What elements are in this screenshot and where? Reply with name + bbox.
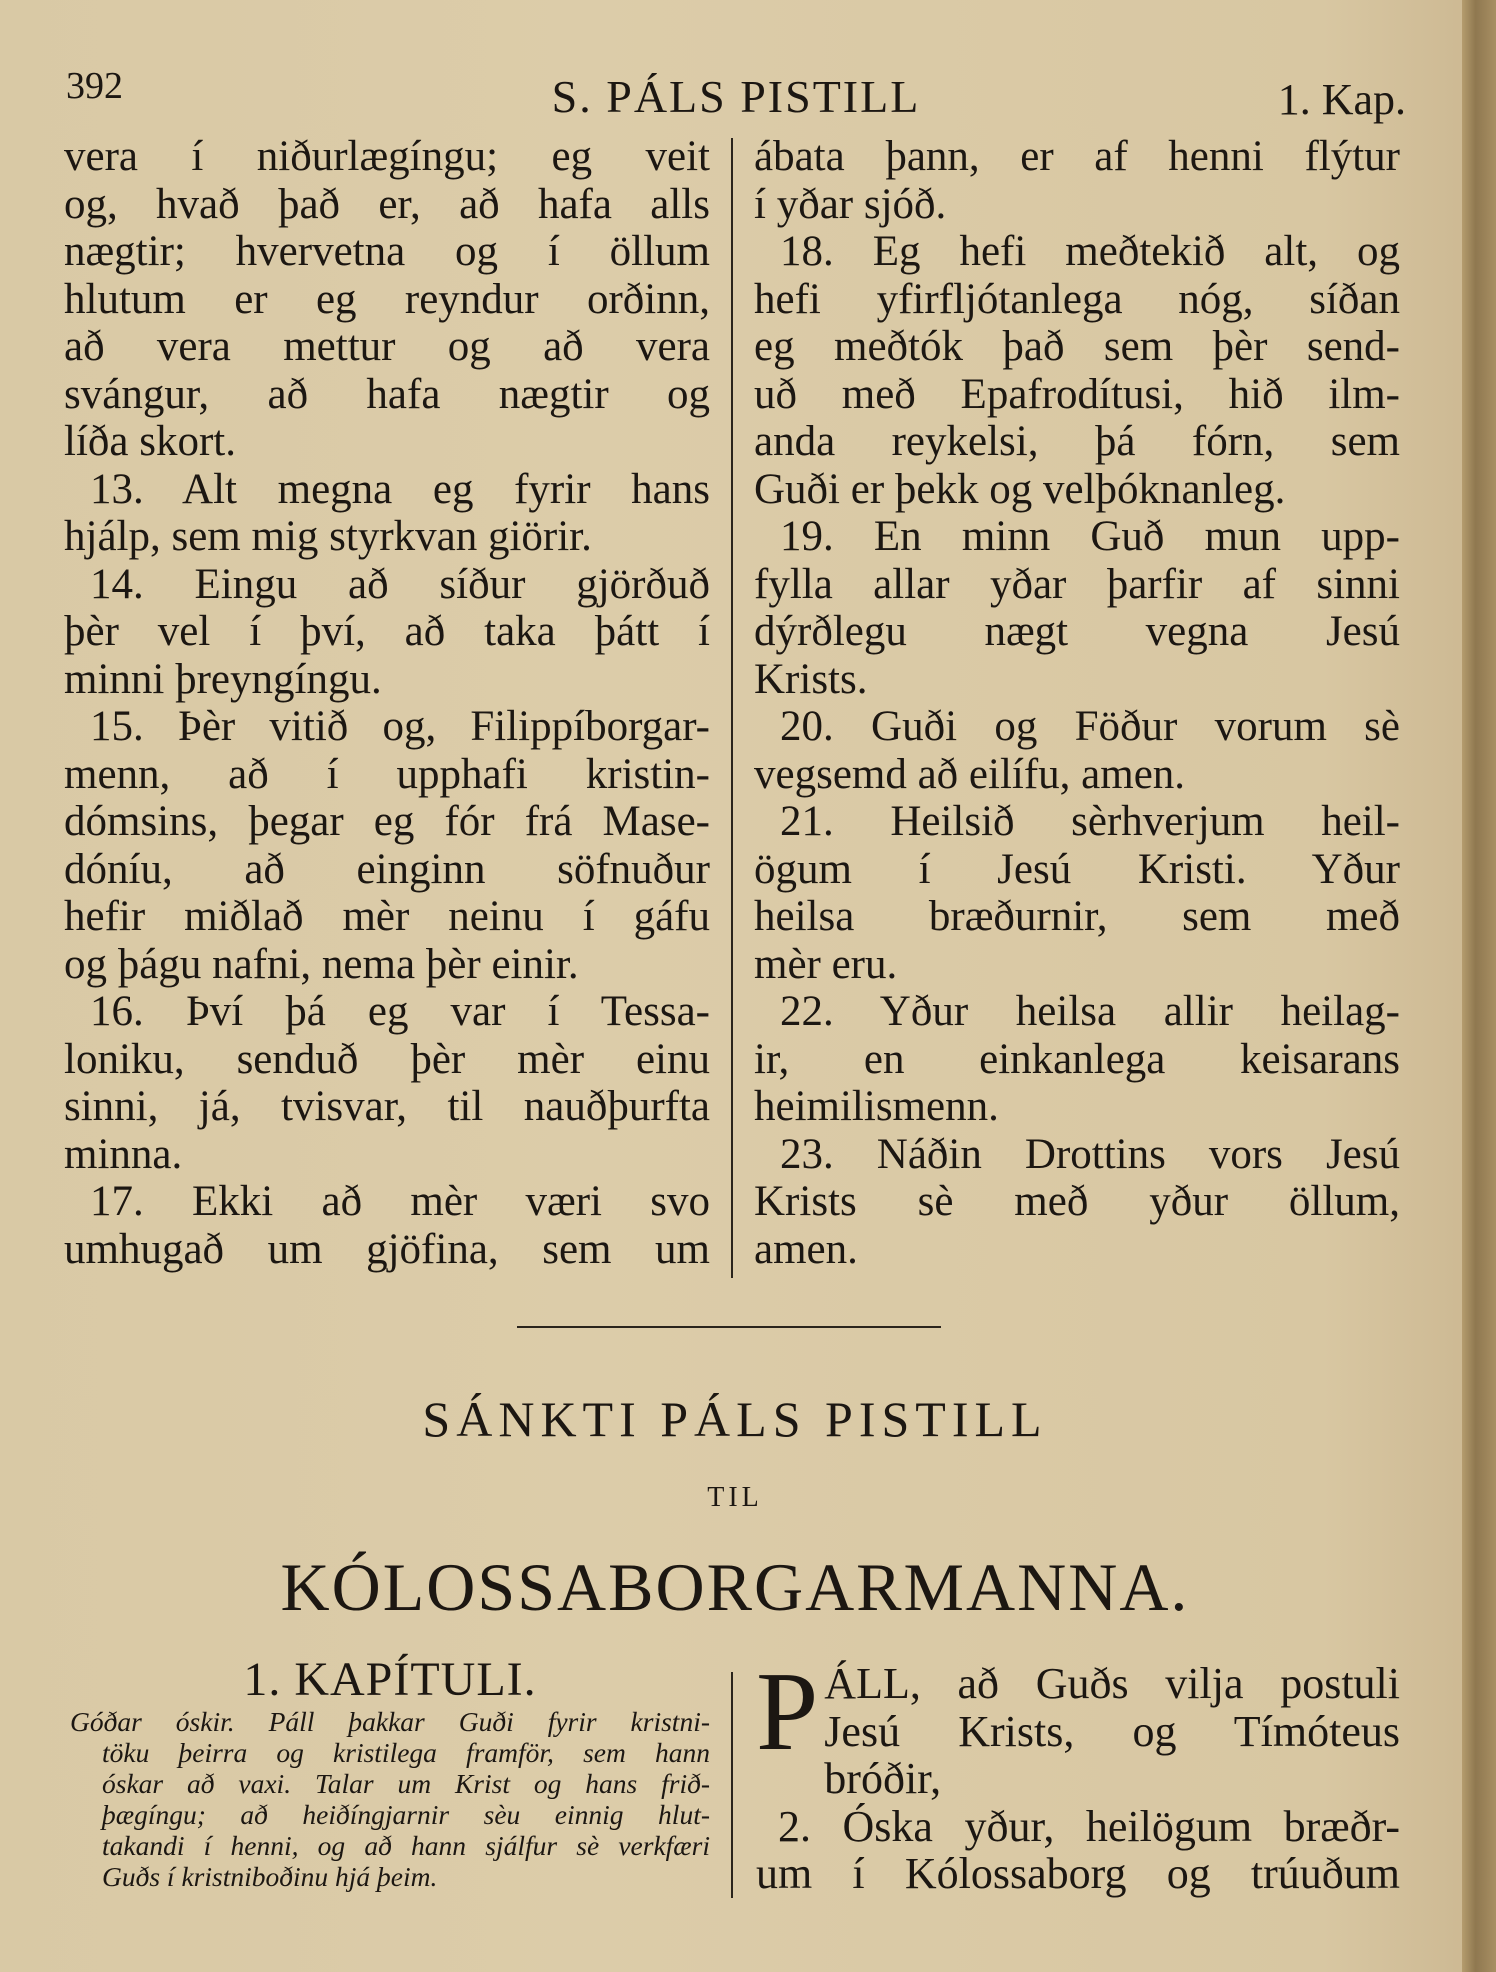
text-line: dóníu, að einginn söfnuður xyxy=(64,845,710,893)
text-line: og þágu nafni, nema þèr einir. xyxy=(64,940,579,988)
page-number: 392 xyxy=(66,65,123,107)
text-line: amen. xyxy=(754,1225,858,1273)
chapter-marker: 1. Kap. xyxy=(1277,75,1406,124)
summary-line: Guðs í kristniboðinu hjá þeim. xyxy=(102,1861,438,1892)
text-line: anda reykelsi, þá fórn, sem xyxy=(754,418,1400,465)
text-line: og, hvað það er, að hafa alls xyxy=(64,180,710,228)
text-line: nægtir; hvervetna og í öllum xyxy=(64,228,710,275)
text-line: Krists sè með yður öllum, xyxy=(754,1178,1400,1225)
text-line: menn, að í upphafi kristin- xyxy=(64,750,710,798)
running-title: S. PÁLS PISTILL xyxy=(551,71,921,122)
text-line: að vera mettur og að vera xyxy=(64,323,710,370)
section-divider xyxy=(517,1326,941,1328)
text-line: Guði er þekk og velþóknanleg. xyxy=(754,465,1286,513)
text-line: heilsa bræðurnir, sem með xyxy=(754,893,1400,940)
chapter-body xyxy=(756,1650,1400,1898)
text-line: vera í niðurlægíngu; eg veit xyxy=(64,133,710,180)
column-divider-lower xyxy=(731,1672,733,1898)
text-line: Krists. xyxy=(754,655,868,703)
text-line: eg meðtók það sem þèr send- xyxy=(754,323,1400,370)
text-line: mèr eru. xyxy=(754,940,898,988)
chapter-heading: 1. KAPÍTULI. xyxy=(243,1653,537,1706)
text-line: umhugað um gjöfina, sem um xyxy=(64,1225,710,1273)
verse-line: 22. Yður heilsa allir heilag- xyxy=(780,988,1400,1035)
epistle-title-line1: SÁNKTI PÁLS PISTILL xyxy=(422,1391,1048,1447)
text-line: ábata þann, er af henni flýtur xyxy=(754,133,1400,180)
text-line: svángur, að hafa nægtir og xyxy=(64,370,710,418)
text-line: minni þreyngíngu. xyxy=(64,655,382,703)
verse-line: 20. Guði og Föður vorum sè xyxy=(780,703,1400,750)
verse-line: 23. Náðin Drottins vors Jesú xyxy=(780,1130,1400,1178)
text-line: uð með Epafrodítusi, hið ilm- xyxy=(754,370,1400,418)
summary-line: þægíngu; að heiðíngjarnir sèu einnig hlut- xyxy=(102,1799,710,1830)
verse-line: 13. Alt megna eg fyrir hans xyxy=(90,465,710,513)
text-line: ÁLL, að Guðs vilja postuli xyxy=(824,1659,1400,1708)
text-line: bróðir, xyxy=(824,1754,942,1803)
text-line: í yðar sjóð. xyxy=(754,180,947,228)
page-header xyxy=(66,64,1406,124)
text-line: dýrðlegu nægt vegna Jesú xyxy=(754,608,1400,655)
text-line: um í Kólossaborg og trúuðum xyxy=(756,1849,1400,1898)
page-gutter-edge xyxy=(1462,0,1496,1972)
text-line: fylla allar yðar þarfir af sinni xyxy=(754,560,1400,608)
text-line: líða skort. xyxy=(64,418,236,465)
drop-cap: P xyxy=(756,1650,819,1774)
text-line: ögum í Jesú Kristi. Yður xyxy=(754,845,1400,893)
column-divider xyxy=(731,138,733,1278)
text-line: þèr vel í því, að taka þátt í xyxy=(64,608,710,655)
chapter-summary xyxy=(70,1706,710,1892)
left-text-column xyxy=(64,133,710,1273)
summary-line: óskar að vaxi. Talar um Krist og hans frið- xyxy=(102,1768,710,1799)
verse-line: 17. Ekki að mèr væri svo xyxy=(90,1178,710,1225)
summary-line: takandi í henni, og að hann sjálfur sè verkfæri xyxy=(102,1830,710,1861)
text-line: hefir miðlað mèr neinu í gáfu xyxy=(64,893,710,940)
summary-line: Góðar óskir. Páll þakkar Guði fyrir kristni- xyxy=(70,1706,710,1737)
text-line: vegsemd að eilífu, amen. xyxy=(754,750,1186,798)
verse-line: 21. Heilsið sèrhverjum heil- xyxy=(780,798,1400,845)
text-line: hefi yfirfljótanlega nóg, síðan xyxy=(754,275,1400,323)
epistle-title-line2: TIL xyxy=(707,1482,763,1513)
verse-line: 16. Því þá eg var í Tessa- xyxy=(90,988,710,1035)
verse-line: 18. Eg hefi meðtekið alt, og xyxy=(780,228,1400,275)
summary-line: töku þeirra og kristilega framför, sem hann xyxy=(102,1737,710,1768)
text-line: hlutum er eg reyndur orðinn, xyxy=(64,275,710,323)
right-text-column xyxy=(754,133,1400,1273)
text-line: dómsins, þegar eg fór frá Mase- xyxy=(64,798,710,845)
text-line: sinni, já, tvisvar, til nauðþurfta xyxy=(64,1083,710,1130)
text-line: loniku, senduð þèr mèr einu xyxy=(64,1035,710,1083)
verse-line: 2. Óska yður, heilögum bræðr- xyxy=(778,1801,1400,1851)
epistle-title-line3: KÓLOSSABORGARMANNA. xyxy=(280,1549,1190,1625)
verse-line: 19. En minn Guð mun upp- xyxy=(780,513,1400,560)
verse-line: 14. Eingu að síður gjörðuð xyxy=(90,560,710,608)
text-line: Jesú Krists, og Tímóteus xyxy=(824,1706,1400,1756)
text-line: hjálp, sem mig styrkvan giörir. xyxy=(64,513,592,560)
text-line: ir, en einkanlega keisarans xyxy=(754,1035,1400,1083)
verse-line: 15. Þèr vitið og, Filippíborgar- xyxy=(90,703,710,750)
text-line: minna. xyxy=(64,1130,183,1178)
text-line: heimilismenn. xyxy=(754,1083,999,1130)
